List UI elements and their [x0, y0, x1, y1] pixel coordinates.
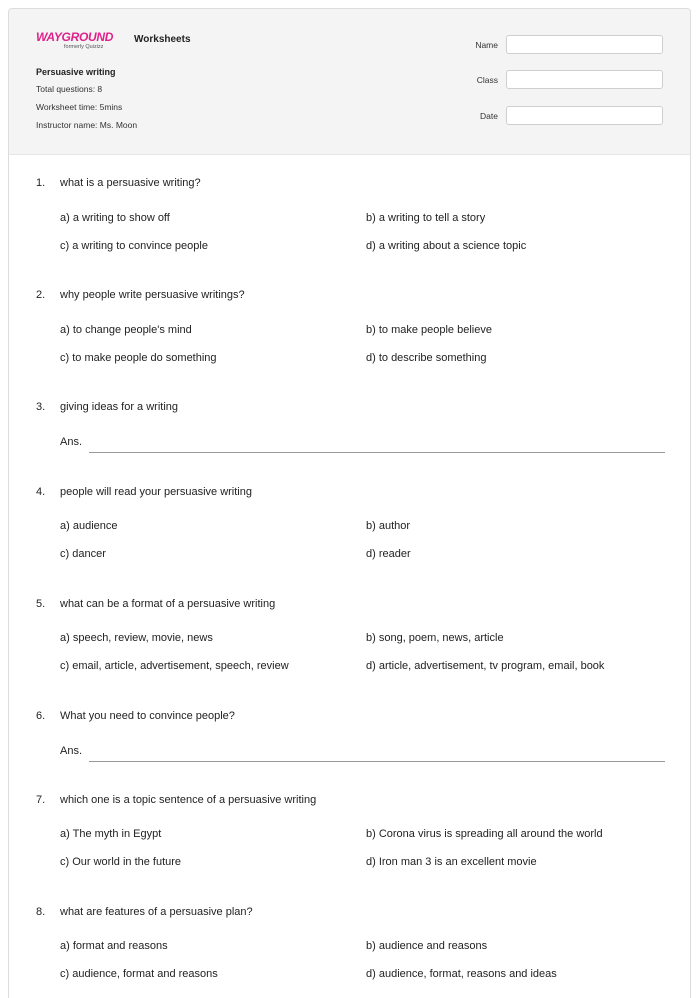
option-d: d) Iron man 3 is an excellent movie	[366, 856, 537, 868]
question-number: 1.	[36, 177, 46, 189]
question-text: what is a persuasive writing?	[60, 177, 201, 189]
option-b: b) a writing to tell a story	[366, 212, 486, 224]
question-text: which one is a topic sentence of a persuasive writing	[60, 794, 317, 806]
total-questions: Total questions: 8	[36, 84, 103, 94]
question-number: 3.	[36, 401, 46, 413]
option-b: b) Corona virus is spreading all around the world	[366, 828, 603, 840]
question-number: 8.	[36, 906, 46, 918]
option-b: b) author	[366, 520, 411, 532]
option-a: a) a writing to show off	[60, 212, 170, 224]
option-c: c) audience, format and reasons	[60, 968, 218, 980]
option-a: a) speech, review, movie, news	[60, 632, 213, 644]
instructor-name: Instructor name: Ms. Moon	[36, 120, 138, 130]
answer-label: Ans.	[60, 436, 83, 448]
question-number: 4.	[36, 486, 46, 498]
question-number: 2.	[36, 289, 46, 301]
option-d: d) to describe something	[366, 352, 487, 364]
question-text: people will read your persuasive writing	[60, 486, 252, 498]
option-c: c) email, article, advertisement, speech, review	[60, 660, 289, 672]
logo-wordmark: WAYGROUND	[36, 30, 114, 44]
option-b: b) song, poem, news, article	[366, 632, 504, 644]
question-number: 5.	[36, 598, 46, 610]
option-a: a) to change people's mind	[60, 324, 192, 336]
date-field[interactable]	[506, 106, 663, 125]
worksheet-header	[9, 9, 690, 155]
answer-label: Ans.	[60, 745, 83, 757]
option-d: d) reader	[366, 548, 411, 560]
option-c: c) a writing to convince people	[60, 240, 208, 252]
option-c: c) dancer	[60, 548, 106, 560]
option-d: d) article, advertisement, tv program, email, book	[366, 660, 605, 672]
question-text: What you need to convince people?	[60, 710, 235, 722]
option-b: b) audience and reasons	[366, 940, 488, 952]
option-a: a) The myth in Egypt	[60, 828, 162, 840]
option-d: d) a writing about a science topic	[366, 240, 527, 252]
class-field[interactable]	[506, 70, 663, 89]
brand-label: Worksheets	[134, 34, 191, 45]
question-text: what are features of a persuasive plan?	[60, 906, 253, 918]
date-label: Date	[480, 111, 498, 121]
worksheet-time: Worksheet time: 5mins	[36, 102, 123, 112]
option-d: d) audience, format, reasons and ideas	[366, 968, 557, 980]
worksheet	[8, 8, 691, 998]
logo-subtext: formerly Quizizz	[64, 44, 104, 50]
option-b: b) to make people believe	[366, 324, 492, 336]
name-field[interactable]	[506, 35, 663, 54]
answer-line[interactable]	[89, 452, 665, 453]
question-number: 6.	[36, 710, 46, 722]
option-a: a) format and reasons	[60, 940, 168, 952]
option-c: c) to make people do something	[60, 352, 217, 364]
question-number: 7.	[36, 794, 46, 806]
option-a: a) audience	[60, 520, 118, 532]
question-text: what can be a format of a persuasive writing	[60, 598, 276, 610]
option-c: c) Our world in the future	[60, 856, 182, 868]
worksheet-title: Persuasive writing	[36, 67, 116, 77]
answer-line[interactable]	[89, 761, 665, 762]
question-text: giving ideas for a writing	[60, 401, 179, 413]
name-label: Name	[475, 40, 498, 50]
question-text: why people write persuasive writings?	[60, 289, 245, 301]
wayground-logo	[36, 29, 128, 55]
class-label: Class	[476, 75, 498, 85]
